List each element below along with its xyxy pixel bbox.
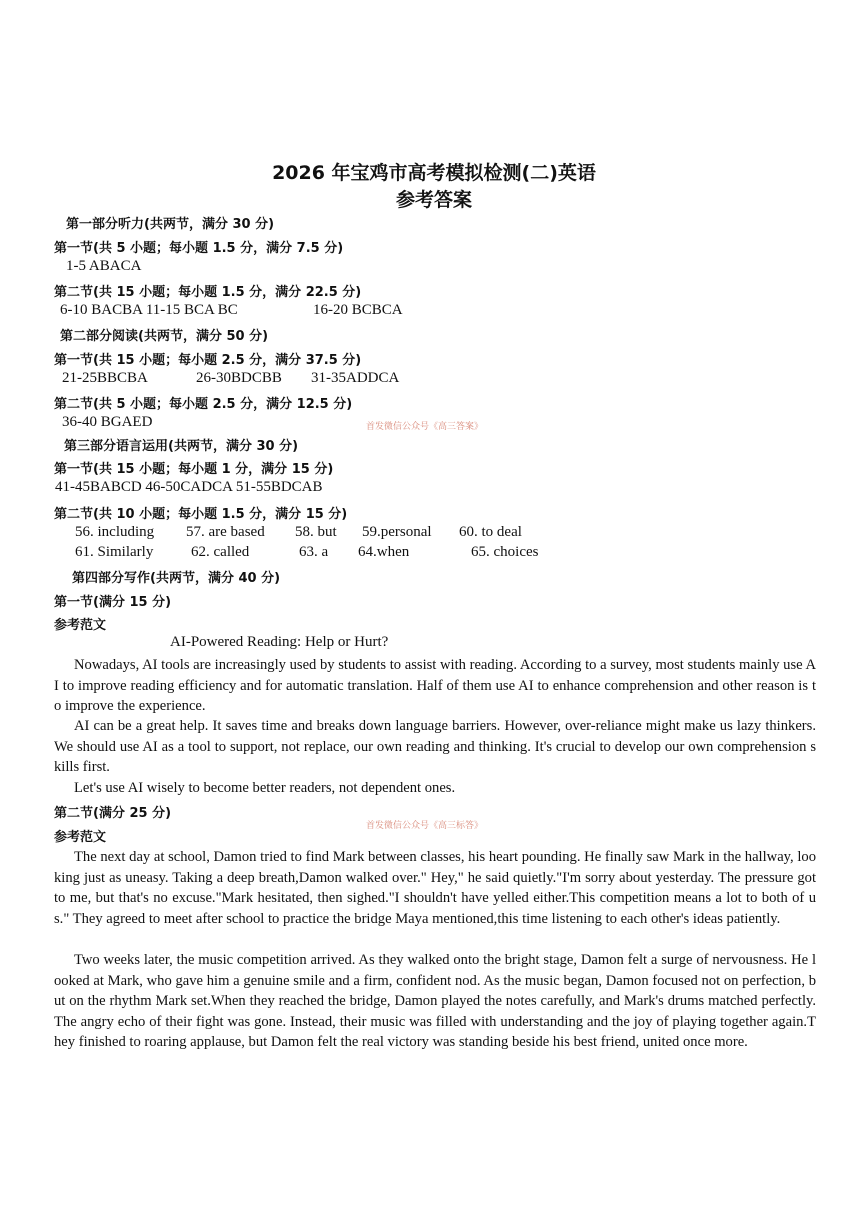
part1-heading: 第一部分听力(共两节，满分 30 分) (66, 217, 275, 232)
essay1-paragraph: AI can be a great help. It saves time and breaks down language barriers. However, over-reliance might make us lazy thinkers. We should use AI as a tool to support, not replace, our own reading and thinking. It's crucial to develop our own comprehension skills first. (54, 718, 816, 776)
part4-section2-heading: 第二节(满分 25 分) (54, 806, 172, 821)
part1-section2-answers-a: 6-10 BACBA 11-15 BCA BC (60, 302, 238, 318)
answer-59: 59.personal (362, 524, 432, 540)
answer-57: 57. are based (186, 524, 265, 540)
part1-section1-answers: 1-5 ABACA (66, 258, 142, 274)
part2-section1-heading: 第一节(共 15 小题；每小题 2.5 分，满分 37.5 分) (54, 353, 362, 368)
essay-title: AI-Powered Reading: Help or Hurt? (170, 634, 389, 650)
answer-63: 63. a (299, 544, 329, 560)
part2-section2-heading: 第二节(共 5 小题；每小题 2.5 分，满分 12.5 分) (54, 397, 353, 412)
answer-60: 60. to deal (459, 524, 522, 540)
part4-section1-sample-label: 参考范文 (54, 618, 107, 633)
part3-section2-heading: 第二节(共 10 小题；每小题 1.5 分，满分 15 分) (54, 507, 348, 522)
answer-62: 62. called (191, 544, 250, 560)
part2-section2-answers: 36-40 BGAED (62, 414, 153, 430)
part1-section2-heading: 第二节(共 15 小题；每小题 1.5 分，满分 22.5 分) (54, 285, 362, 300)
answer-64: 64.when (358, 544, 410, 560)
essay2-paragraph: The next day at school, Damon tried to find Mark between classes, his heart pounding. He finally saw Mark in the hallway, looking just as uneasy. Taking a deep breath,Damon walked over." Hey," he said quietly."I'm sorry about yesterday. The pressure got to me, but that's no excuse."Mark hesitated, then sighed."I shouldn't have yelled either.This competition means a lot to both of us." They agreed to meet after school to practice the bridge Maya mentioned,this time listening to each other's ideas patiently. (54, 849, 816, 927)
part1-section2-answers-b: 16-20 BCBCA (313, 302, 403, 318)
part3-section1-heading: 第一节(共 15 小题；每小题 1 分，满分 15 分) (54, 462, 334, 477)
part4-heading: 第四部分写作(共两节，满分 40 分) (72, 571, 281, 586)
watermark: 首发微信公众号《高三答案》 (366, 422, 484, 432)
part3-heading: 第三部分语言运用(共两节，满分 30 分) (64, 439, 299, 454)
part1-section1-heading: 第一节(共 5 小题；每小题 1.5 分，满分 7.5 分) (54, 241, 344, 256)
part2-heading: 第二部分阅读(共两节，满分 50 分) (60, 329, 269, 344)
page-subtitle: 参考答案 (395, 189, 472, 211)
essay2-paragraph: Two weeks later, the music competition arrived. As they walked onto the bright stage, Damon felt a surge of nervousness. He looked at Mark, who gave him a genuine smile and a firm, confident nod. As the music began, Damon focused not on perfection, but on the rhythm Mark set.When they reached the bridge, Damon played the notes carefully, and Mark's drums matched perfectly. The angry echo of their fight was gone. Instead, their music was filled with understanding and the joy of playing together again.They finished to roaring applause, but Damon felt the real victory was standing beside his best friend, united once more. (54, 952, 816, 1051)
watermark: 首发微信公众号《高三标答》 (366, 821, 484, 831)
essay1-paragraph: Nowadays, AI tools are increasingly used by students to assist with reading. According to a survey, most students mainly use AI to improve reading efficiency and for automatic translation. Half of them use AI to enhance comprehension and other reason is to improve the experience. (54, 657, 817, 715)
part2-section1-answers-2: 26-30BDCBB (196, 370, 282, 386)
part2-section1-answers-3: 31-35ADDCA (311, 370, 400, 386)
answer-58: 58. but (295, 524, 337, 540)
page-title: 2026 年宝鸡市高考模拟检测(二)英语 (272, 162, 596, 184)
essay1-paragraph: Let's use AI wisely to become better readers, not dependent ones. (74, 780, 456, 796)
part4-section1-heading: 第一节(满分 15 分) (54, 595, 172, 610)
part2-section1-answers-1: 21-25BBCBA (62, 370, 148, 386)
part3-section1-answers: 41-45BABCD 46-50CADCA 51-55BDCAB (55, 479, 323, 495)
answer-61: 61. Similarly (75, 544, 154, 560)
answer-65: 65. choices (471, 544, 539, 560)
answer-56: 56. including (75, 524, 155, 540)
part4-section2-sample-label: 参考范文 (54, 830, 107, 845)
